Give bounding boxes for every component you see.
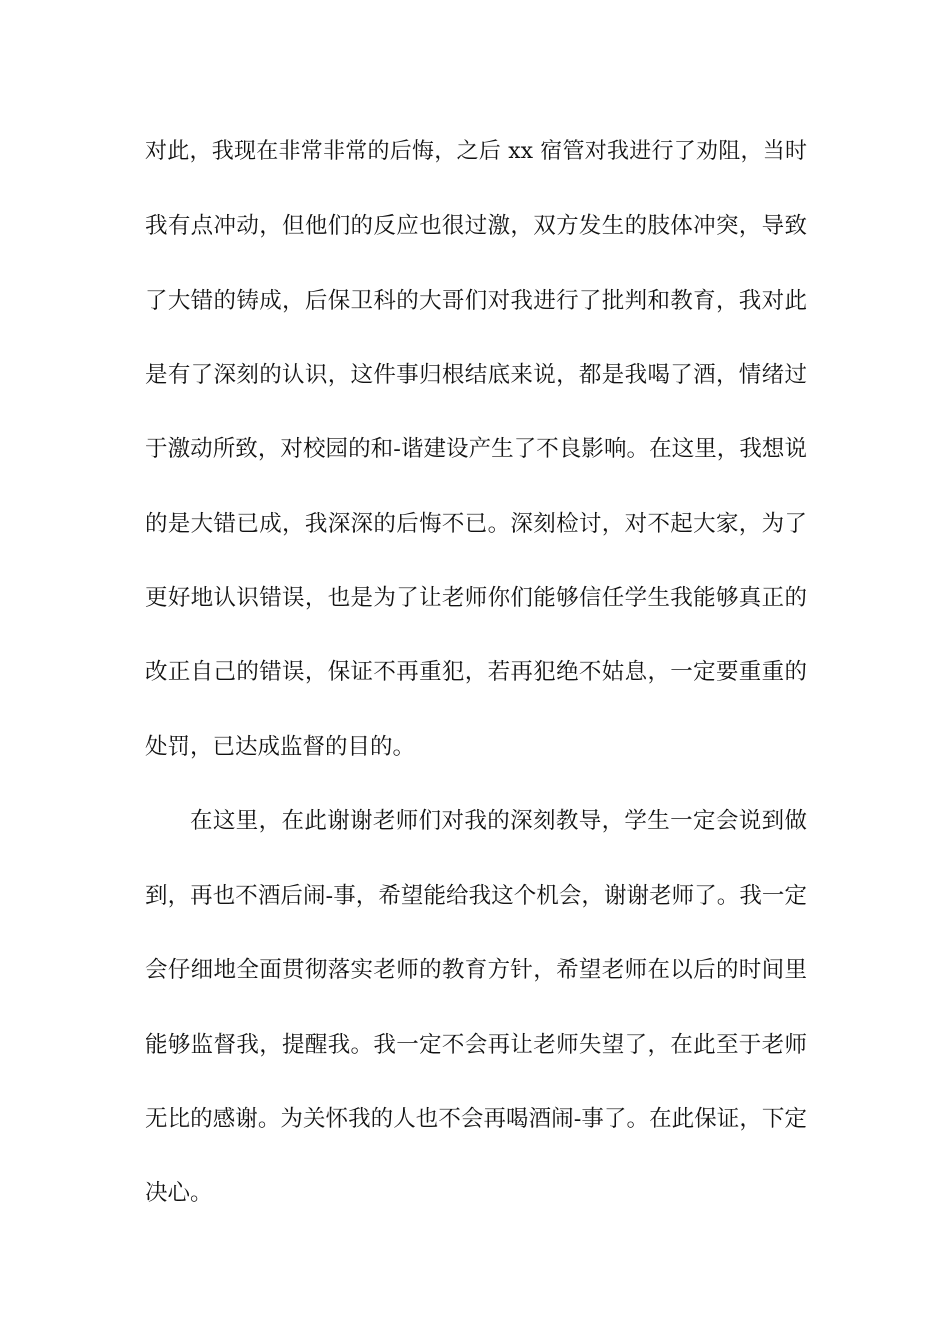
paragraph-2-line-2: 到，再也不酒后闹-事，希望能给我这个机会，谢谢老师了。我一定	[145, 883, 807, 909]
paragraph-1-line-5: 于激动所致，对校园的和-谐建设产生了不良影响。在这里，我想说	[145, 436, 807, 462]
paragraph-2-line-5: 无比的感谢。为关怀我的人也不会再喝酒闹-事了。在此保证，下定	[145, 1106, 807, 1132]
paragraph-2-line-1: 在这里，在此谢谢老师们对我的深刻教导，学生一定会说到做	[190, 808, 807, 834]
paragraph-1-line-4: 是有了深刻的认识，这件事归根结底来说，都是我喝了酒，情绪过	[145, 362, 807, 388]
paragraph-1-line-8: 改正自己的错误，保证不再重犯，若再犯绝不姑息，一定要重重的	[145, 659, 807, 685]
paragraph-1-line-7: 更好地认识错误，也是为了让老师你们能够信任学生我能够真正的	[145, 585, 807, 611]
paragraph-2-line-3: 会仔细地全面贯彻落实老师的教育方针，希望老师在以后的时间里	[145, 957, 807, 983]
paragraph-1-line-9: 处罚，已达成监督的目的。	[145, 734, 416, 760]
paragraph-1-line-6: 的是大错已成，我深深的后悔不已。深刻检讨，对不起大家，为了	[145, 511, 807, 537]
paragraph-1-line-1: 对此，我现在非常非常的后悔，之后 xx 宿管对我进行了劝阻，当时	[145, 139, 807, 164]
paragraph-1-line-2: 我有点冲动，但他们的反应也很过激，双方发生的肢体冲突，导致	[145, 213, 807, 239]
paragraph-1-line-3: 了大错的铸成，后保卫科的大哥们对我进行了批判和教育，我对此	[145, 288, 807, 314]
paragraph-2-line-6: 决心。	[145, 1180, 213, 1206]
paragraph-2-line-4: 能够监督我，提醒我。我一定不会再让老师失望了，在此至于老师	[145, 1032, 807, 1058]
